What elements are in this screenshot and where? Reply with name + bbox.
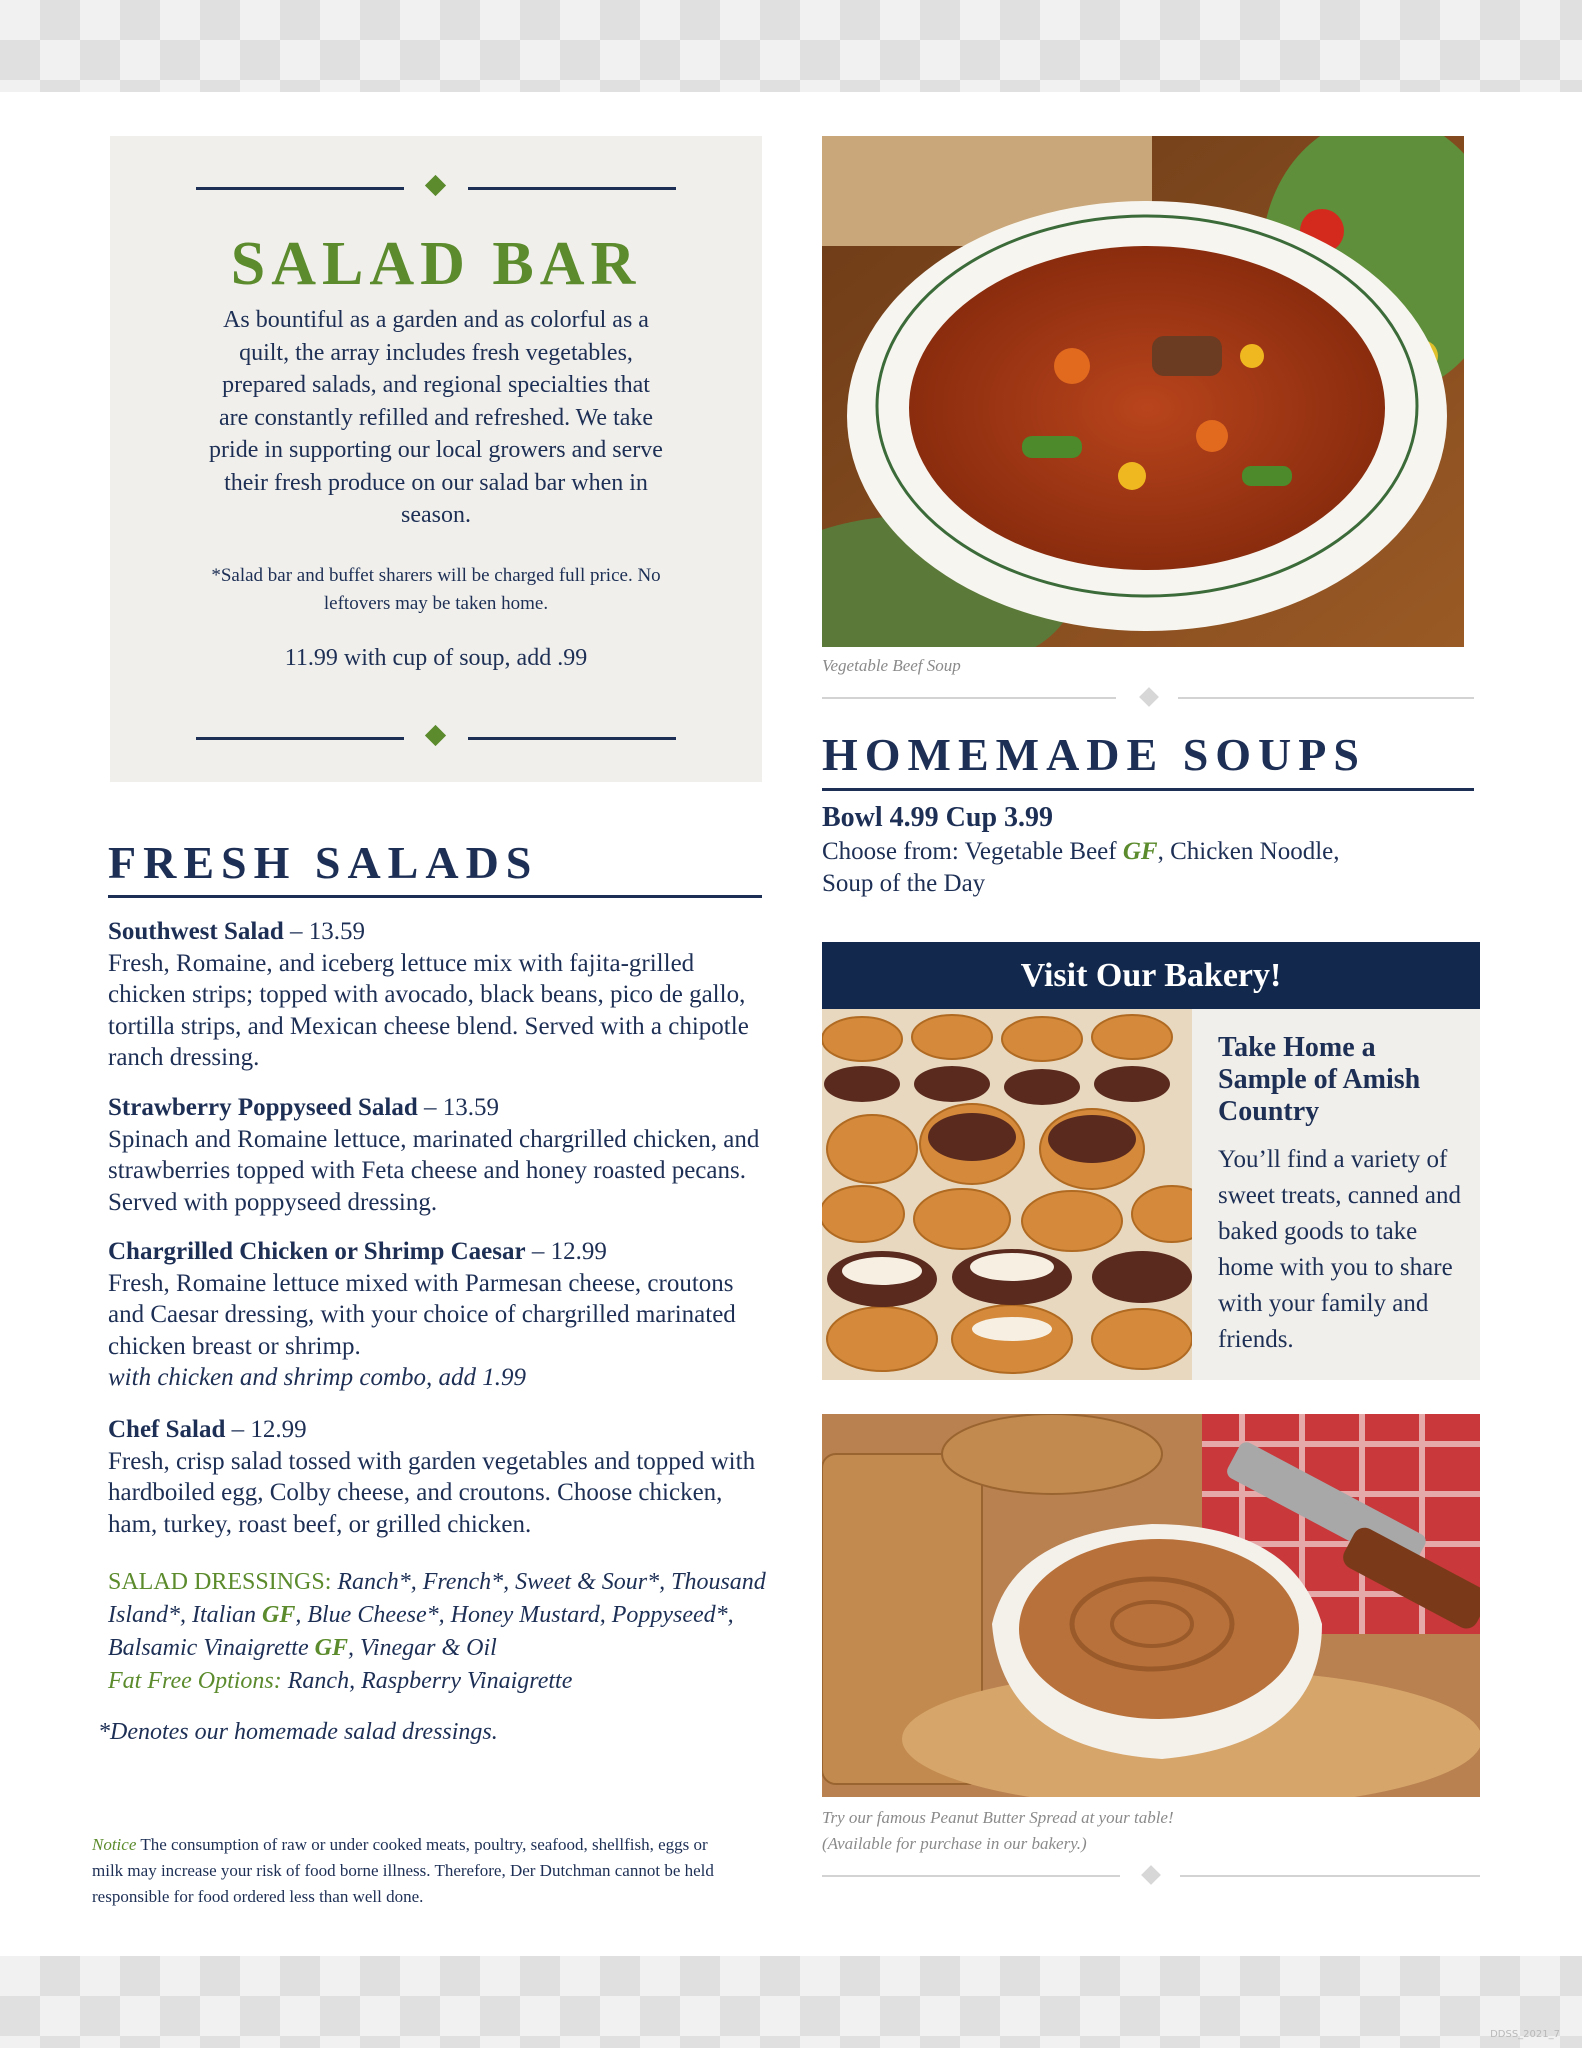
top-pattern-band xyxy=(0,0,1582,92)
item-description: Spinach and Romaine lettuce, marinated chargrilled chicken, and strawberries topped with Feta cheese and honey roasted pecans. Served with poppyseed dressing. xyxy=(108,1125,760,1216)
diamond-icon xyxy=(425,175,446,196)
notice-label: Notice xyxy=(92,1835,137,1854)
fresh-salads-title: FRESH SALADS xyxy=(108,837,539,888)
salad-bar-price: 11.99 with cup of soup, add .99 xyxy=(284,645,588,671)
dressings-label: SALAD DRESSINGS: xyxy=(108,1569,332,1595)
salad-bar-description: As bountiful as a garden and as colorful as a quilt, the array includes fresh vegetables, prepared salads, and regional specialties that are constantly refilled and refreshed. We take pride in supporting our local growers and serve their fresh produce on our salad bar when in season. xyxy=(209,307,663,528)
menu-item-strawberry-poppyseed-salad xyxy=(108,1092,768,1218)
caption-line: (Available for purchase in our bakery.) xyxy=(822,1834,1087,1853)
soup-price: Bowl 4.99 Cup 3.99 xyxy=(822,802,1054,833)
item-name: Strawberry Poppyseed Salad xyxy=(108,1094,418,1121)
gf-badge: GF xyxy=(1122,838,1158,865)
page-code: DDSS_2021_7 xyxy=(1490,2029,1560,2040)
item-price: – 12.99 xyxy=(525,1238,607,1265)
donuts-photo xyxy=(822,1009,1192,1380)
item-name: Southwest Salad xyxy=(108,918,284,945)
item-name: Chargrilled Chicken or Shrimp Caesar xyxy=(108,1238,526,1265)
menu-item-caesar xyxy=(108,1236,768,1394)
caption-line: Try our famous Peanut Butter Spread at your table! xyxy=(822,1808,1174,1827)
dressings-list: Ranch*, French*, Sweet & Sour*, Thousand Island*, Italian xyxy=(108,1569,766,1628)
bakery-text: You’ll find a variety of sweet treats, canned and baked goods to take home with you to share with your family and friends. xyxy=(1218,1146,1461,1353)
soup-choices: Choose from: Vegetable Beef xyxy=(822,838,1123,865)
dressings-list: , Blue Cheese*, Honey Mustard, Poppyseed*, Balsamic Vinaigrette xyxy=(108,1602,734,1661)
soup-choices: , Chicken Noodle, Soup of the Day xyxy=(822,838,1340,897)
bakery-heading: Take Home a Sample of Amish Country xyxy=(1218,1032,1421,1127)
notice-text: The consumption of raw or under cooked meats, poultry, seafood, shellfish, eggs or milk may increase your risk of food borne illness. Therefore, Der Dutchman cannot be held responsible for food ordered less than well done. xyxy=(92,1835,714,1906)
soup-photo-caption: Vegetable Beef Soup xyxy=(822,656,961,675)
menu-item-southwest-salad xyxy=(108,916,768,1074)
peanut-butter-spread-photo xyxy=(822,1414,1480,1797)
salad-bar-note: *Salad bar and buffet sharers will be charged full price. No leftovers may be taken home. xyxy=(211,565,661,614)
item-price: – 12.99 xyxy=(225,1416,307,1443)
item-extra: with chicken and shrimp combo, add 1.99 xyxy=(108,1364,527,1391)
item-description: Fresh, crisp salad tossed with garden vegetables and topped with hardboiled egg, Colby cheese, and croutons. Choose chicken, ham, turkey, roast beef, or grilled chicken. xyxy=(108,1447,756,1538)
salad-dressings xyxy=(108,1566,768,1698)
bottom-right-ornament xyxy=(822,1866,1480,1886)
fat-free-list: Ranch, Raspberry Vinaigrette xyxy=(281,1668,573,1694)
salad-bar-panel xyxy=(110,136,762,782)
item-description: Fresh, Romaine lettuce mixed with Parmesan cheese, croutons and Caesar dressing, with your choice of chargrilled marinated chicken breast or shrimp. xyxy=(108,1269,736,1360)
item-name: Chef Salad xyxy=(108,1416,226,1443)
diamond-icon xyxy=(1141,1865,1161,1885)
vegetable-beef-soup-photo xyxy=(822,136,1464,647)
bottom-pattern-band xyxy=(0,1956,1582,2048)
fat-free-label: Fat Free Options: xyxy=(108,1668,282,1694)
gf-badge: GF xyxy=(314,1635,348,1661)
item-price: – 13.59 xyxy=(417,1094,499,1121)
bakery-banner: Visit Our Bakery! xyxy=(822,942,1480,1009)
diamond-icon xyxy=(425,725,446,746)
soup-description xyxy=(822,836,1382,900)
salad-bar-title: SALAD BAR xyxy=(230,230,642,298)
soup-ornament xyxy=(822,688,1474,708)
diamond-icon xyxy=(1139,687,1159,707)
top-ornament xyxy=(196,178,676,198)
fresh-salads-rule xyxy=(108,895,762,898)
item-price: – 13.59 xyxy=(283,918,365,945)
dressings-list: , Vinegar & Oil xyxy=(347,1635,497,1661)
gf-badge: GF xyxy=(262,1602,296,1628)
dressings-footnote: *Denotes our homemade salad dressings. xyxy=(98,1719,498,1745)
peanut-butter-caption xyxy=(822,1805,1174,1857)
food-safety-notice xyxy=(92,1832,732,1910)
soups-rule xyxy=(822,788,1474,791)
item-description: Fresh, Romaine, and iceberg lettuce mix with fajita-grilled chicken strips; topped with avocado, black beans, pico de gallo, tortilla strips, and Mexican cheese blend. Served with a chipotle ranch dressing. xyxy=(108,949,749,1071)
menu-item-chef-salad xyxy=(108,1414,768,1540)
bottom-ornament xyxy=(196,728,676,748)
homemade-soups-title: HOMEMADE SOUPS xyxy=(822,729,1366,780)
